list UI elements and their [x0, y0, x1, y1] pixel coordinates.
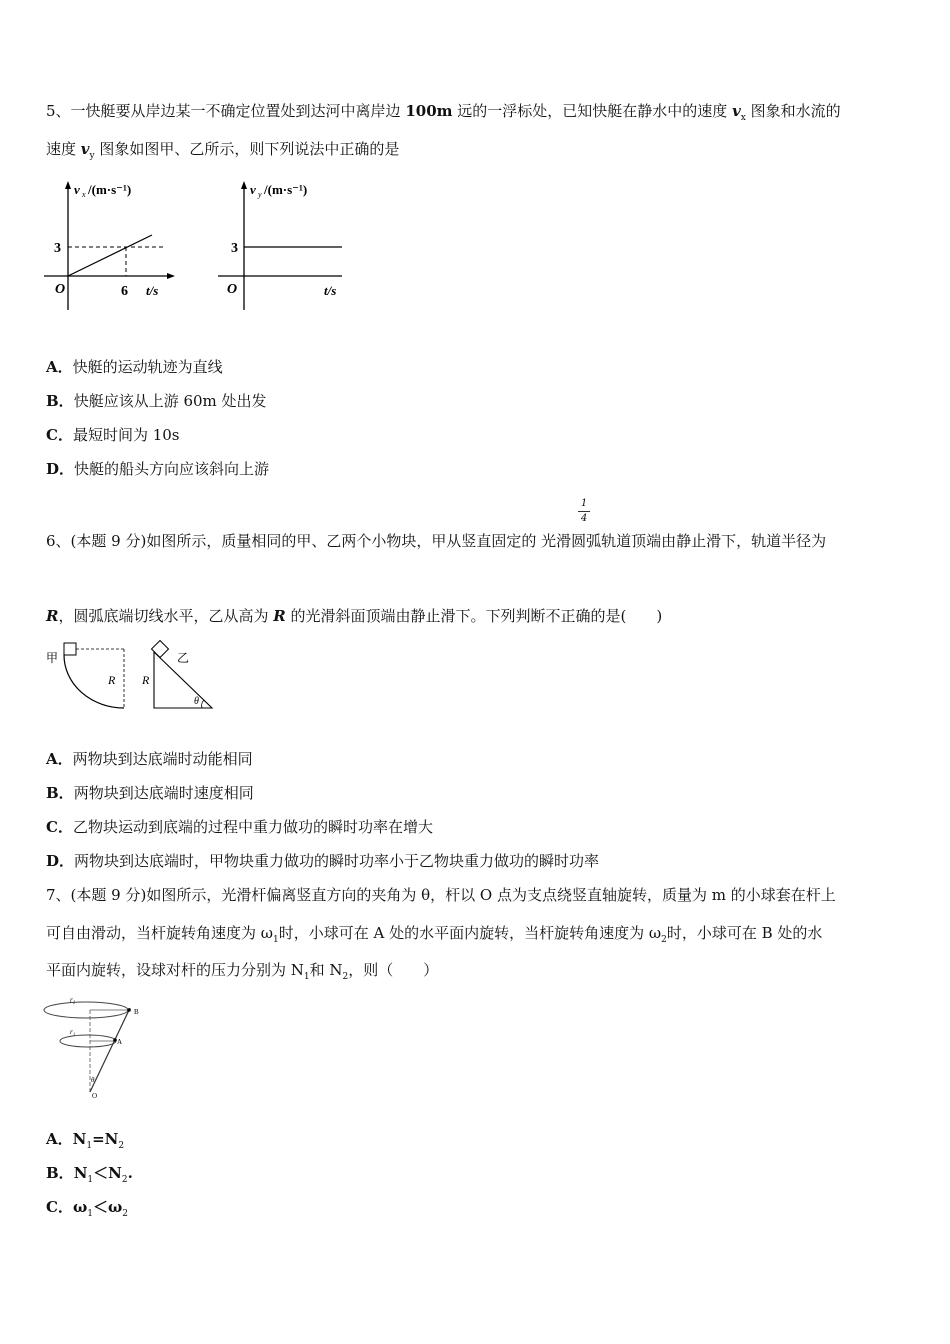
vy-origin: O	[227, 282, 238, 297]
q7-line1: 7、(本题 9 分)如图所示，光滑杆偏离竖直方向的夹角为 θ，杆以 O 点为支点绕竖直轴旋转，质量为 m 的小球套在杆上	[46, 886, 836, 904]
svg-text:y: y	[258, 190, 262, 199]
svg-text:/(m·s⁻¹): /(m·s⁻¹)	[88, 182, 132, 197]
q6-option-c: C．乙物块运动到底端的过程中重力做功的瞬时功率在增大	[46, 818, 433, 836]
svg-text:r₁: r₁	[70, 1028, 76, 1036]
svg-text:A: A	[117, 1038, 123, 1046]
svg-text:θ: θ	[91, 1076, 95, 1084]
q7-option-a: A．$N_1=N_2$	[46, 1130, 125, 1151]
q7-option-c: C．$\omega_1<\omega_2$	[46, 1198, 129, 1219]
vx-x-tick: 6	[121, 284, 128, 299]
q5-graph-vx	[40, 178, 175, 318]
vy-y-tick: 3	[231, 241, 238, 256]
q6-figure	[44, 640, 224, 712]
q6-line2: R，圆弧底端切线水平，乙从高为 R 的光滑斜面顶端由静止滑下。下列判断不正确的是( )	[46, 607, 663, 625]
vx-axis-label: v	[74, 182, 80, 197]
q6-option-b: B．两物块到达底端时速度相同	[46, 784, 254, 802]
q5-line2: 速度 $v_y$ 图象如图甲、乙所示，则下列说法中正确的是	[46, 140, 400, 161]
q5-option-d: D．快艇的船头方向应该斜向上游	[46, 460, 270, 478]
q6-option-d: D．两物块到达底端时，甲物块重力做功的瞬时功率小于乙物块重力做功的瞬时功率	[46, 852, 600, 870]
ball-b	[127, 1008, 131, 1012]
svg-text:R: R	[108, 673, 116, 687]
q5-option-c: C．最短时间为 10s	[46, 426, 180, 444]
q7-option-b: B．$N_1<N_2$.	[46, 1164, 133, 1185]
q6-line1: 6、(本题 9 分)如图所示，质量相同的甲、乙两个小物块，甲从竖直固定的 光滑圆弧轨道顶端由静止滑下，轨道半径为	[46, 532, 827, 550]
svg-text:θ: θ	[194, 696, 199, 707]
svg-text:甲: 甲	[46, 651, 59, 665]
svg-text:x: x	[82, 190, 86, 199]
q5-option-b: B．快艇应该从上游 60m 处出发	[46, 392, 267, 410]
svg-text:乙: 乙	[177, 651, 190, 665]
rod	[90, 1008, 130, 1092]
q6-option-a: A．两物块到达底端时动能相同	[46, 750, 253, 768]
vy-axis-label: v	[250, 182, 256, 197]
vx-origin: O	[55, 282, 66, 297]
svg-text:R: R	[142, 673, 150, 687]
vx-x-label: t/s	[146, 283, 159, 298]
svg-text:B: B	[134, 1008, 139, 1016]
q6-quarter-fraction: 1 4	[578, 498, 590, 525]
svg-text:O: O	[92, 1092, 98, 1100]
q5-line1: 5、一快艇要从岸边某一不确定位置处到达河中离岸边 100m 远的一浮标处，已知快艇在静水中的速度 $v_x$ 图象和水流的	[46, 102, 841, 123]
q5-graph-vy	[214, 178, 349, 318]
vy-x-label: t/s	[324, 283, 337, 298]
q7-line2: 可自由滑动，当杆旋转角速度为 $\omega_1$时，小球可在 A 处的水平面内旋转，当杆旋转角速度为 $\omega_2$时，小球可在 B 处的水	[46, 924, 823, 945]
vx-y-tick: 3	[54, 241, 61, 256]
q7-line3: 平面内旋转，设球对杆的压力分别为 $N_1$和 $N_2$，则（ ）	[46, 961, 439, 982]
q5-option-a: A．快艇的运动轨迹为直线	[46, 358, 223, 376]
q7-figure	[42, 992, 154, 1100]
svg-text:/(m·s⁻¹): /(m·s⁻¹)	[264, 182, 308, 197]
vx-line	[68, 235, 152, 276]
svg-text:r₂: r₂	[70, 996, 76, 1004]
